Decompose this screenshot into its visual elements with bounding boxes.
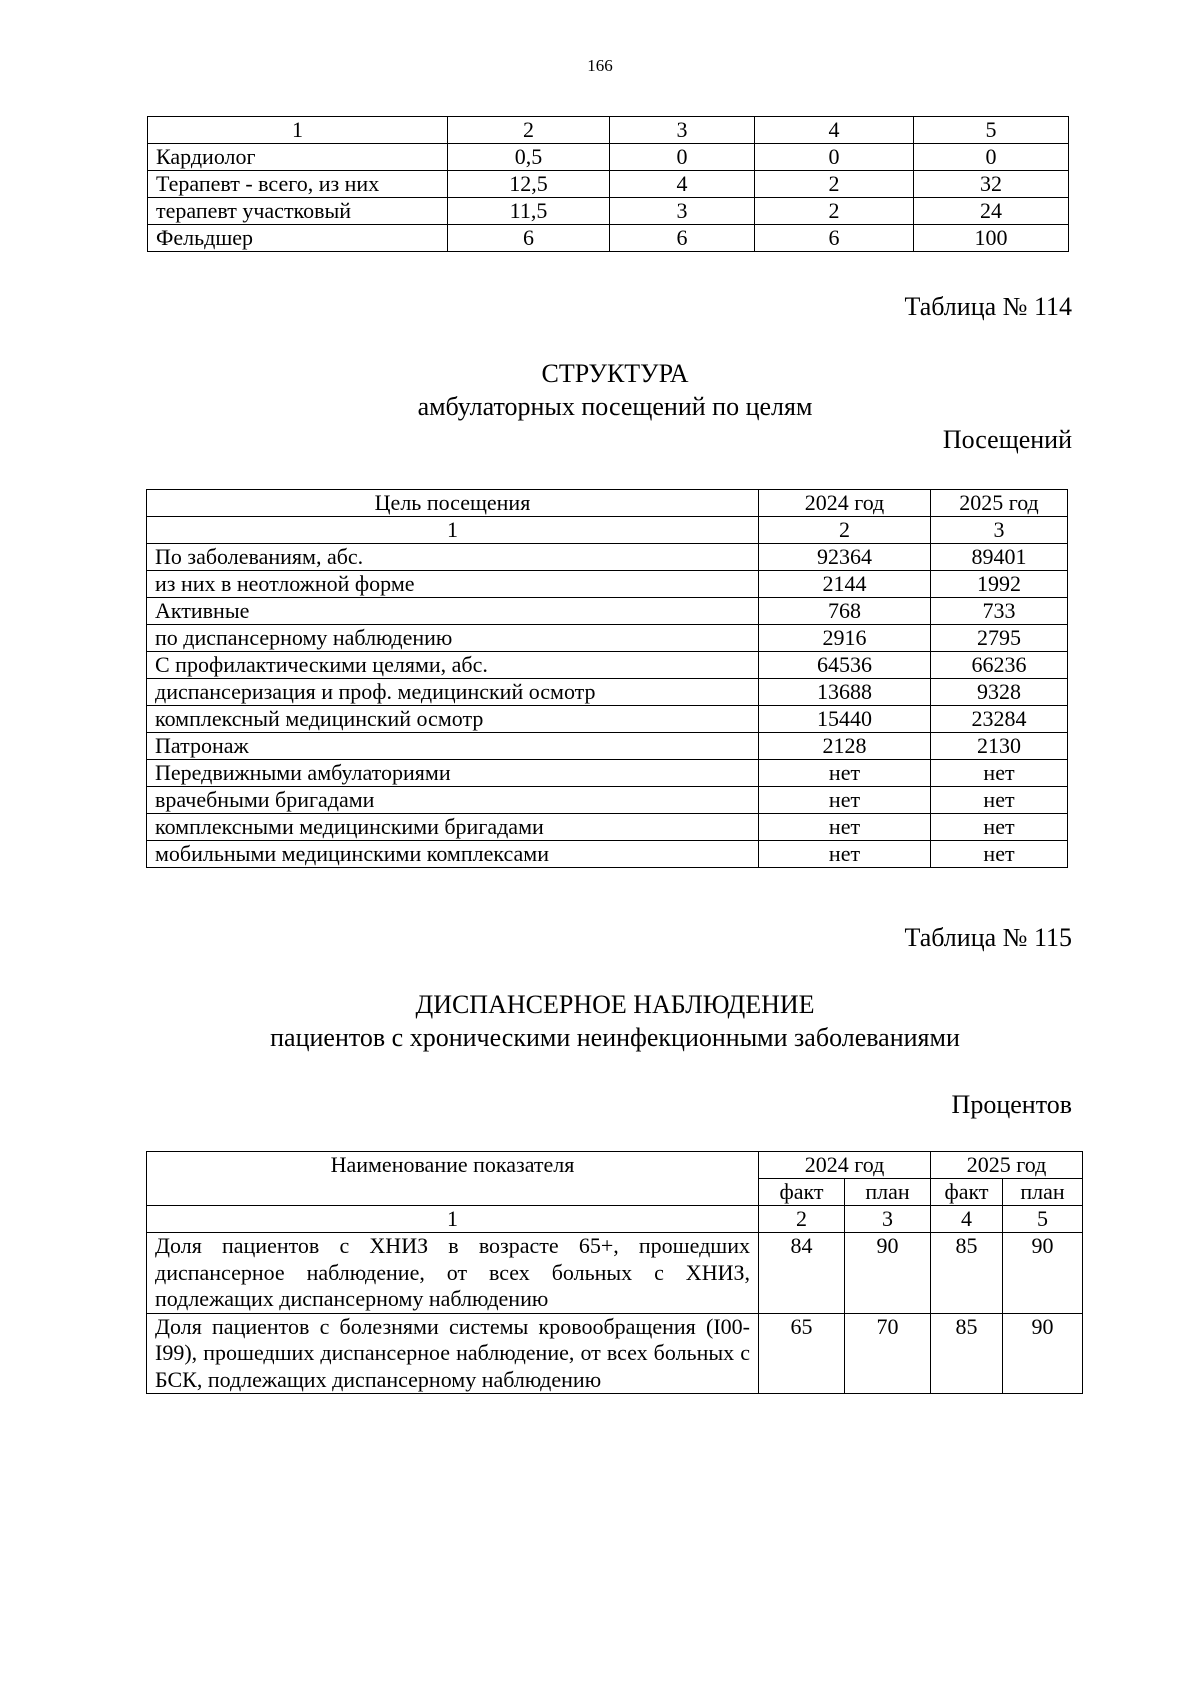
table-row: [147, 571, 1068, 598]
cell-value: 9328: [931, 679, 1068, 706]
table-title-114: СТРУКТУРА: [541, 359, 689, 388]
column-number: 1: [148, 117, 448, 144]
column-number-row: [147, 517, 1068, 544]
cell-value: нет: [759, 760, 931, 787]
cell-value: 2128: [759, 733, 931, 760]
cell-value: 65: [759, 1313, 845, 1394]
row-label: По заболеваниям, абс.: [147, 544, 759, 571]
table-row: [147, 1313, 1083, 1394]
cell-value: нет: [759, 814, 931, 841]
cell-value: 2144: [759, 571, 931, 598]
cell-value: 32: [914, 171, 1069, 198]
table-row: [147, 679, 1068, 706]
cell-value: 6: [610, 225, 755, 252]
column-number: 3: [845, 1206, 931, 1233]
table-subtitle-114: амбулаторных посещений по целям: [417, 392, 813, 421]
table-caption-114: Таблица № 114: [904, 292, 1072, 321]
column-number-row: [147, 1206, 1083, 1233]
table-caption-115: Таблица № 115: [904, 923, 1072, 952]
table-subtitle-115: пациентов с хроническими неинфекционными заболеваниями: [270, 1023, 960, 1052]
cell-value: нет: [931, 760, 1068, 787]
table-row: [147, 733, 1068, 760]
table-row: [147, 841, 1068, 868]
row-label: из них в неотложной форме: [147, 571, 759, 598]
cell-value: 70: [845, 1313, 931, 1394]
row-label: диспансеризация и проф. медицинский осмотр: [147, 679, 759, 706]
row-label: Кардиолог: [148, 144, 448, 171]
table-title-115: ДИСПАНСЕРНОЕ НАБЛЮДЕНИЕ: [415, 990, 815, 1019]
table-row: [147, 598, 1068, 625]
cell-value: 89401: [931, 544, 1068, 571]
row-label: Фельдшер: [148, 225, 448, 252]
visits-table: [146, 489, 1068, 868]
cell-value: 2: [755, 198, 914, 225]
cell-value: 66236: [931, 652, 1068, 679]
column-number: 5: [914, 117, 1069, 144]
cell-value: 64536: [759, 652, 931, 679]
cell-value: 2916: [759, 625, 931, 652]
row-label: Доля пациентов с ХНИЗ в возрасте 65+, прошедших диспансерное наблюдение, от всех больных с ХНИЗ, подлежащих диспансерному наблюдению: [147, 1233, 759, 1314]
table-row: [147, 652, 1068, 679]
column-number: 2: [448, 117, 610, 144]
column-header: 2024 год: [759, 1152, 931, 1179]
column-number: 4: [931, 1206, 1003, 1233]
column-number: 2: [759, 517, 931, 544]
cell-value: 768: [759, 598, 931, 625]
staff-table: [147, 116, 1069, 252]
row-label: мобильными медицинскими комплексами: [147, 841, 759, 868]
cell-value: 85: [931, 1233, 1003, 1314]
table-row: [147, 814, 1068, 841]
table-row: [148, 144, 1069, 171]
column-number: 2: [759, 1206, 845, 1233]
column-subheader: факт: [931, 1179, 1003, 1206]
column-header: 2025 год: [931, 1152, 1083, 1179]
row-label: С профилактическими целями, абс.: [147, 652, 759, 679]
table-header-row: [147, 1152, 1083, 1179]
column-number: 3: [610, 117, 755, 144]
column-number: 3: [931, 517, 1068, 544]
table-row: [147, 544, 1068, 571]
table-row: [148, 198, 1069, 225]
cell-value: нет: [931, 841, 1068, 868]
table-row: [147, 625, 1068, 652]
row-label: по диспансерному наблюдению: [147, 625, 759, 652]
cell-value: 85: [931, 1313, 1003, 1394]
cell-value: 3: [610, 198, 755, 225]
table-header-row: [147, 490, 1068, 517]
cell-value: 92364: [759, 544, 931, 571]
row-label: комплексными медицинскими бригадами: [147, 814, 759, 841]
cell-value: 15440: [759, 706, 931, 733]
cell-value: 0: [914, 144, 1069, 171]
cell-value: 2130: [931, 733, 1068, 760]
cell-value: 6: [755, 225, 914, 252]
cell-value: 4: [610, 171, 755, 198]
row-label: комплексный медицинский осмотр: [147, 706, 759, 733]
row-label: Активные: [147, 598, 759, 625]
cell-value: 2795: [931, 625, 1068, 652]
table-row: [147, 706, 1068, 733]
cell-value: 0,5: [448, 144, 610, 171]
column-number: 4: [755, 117, 914, 144]
unit-label-115: Процентов: [951, 1090, 1072, 1119]
dispensary-table: [146, 1151, 1083, 1394]
cell-value: 0: [610, 144, 755, 171]
cell-value: нет: [759, 841, 931, 868]
cell-value: 23284: [931, 706, 1068, 733]
cell-value: 24: [914, 198, 1069, 225]
cell-value: нет: [931, 787, 1068, 814]
cell-value: 90: [845, 1233, 931, 1314]
column-header: Цель посещения: [147, 490, 759, 517]
column-subheader: план: [1003, 1179, 1083, 1206]
row-label: врачебными бригадами: [147, 787, 759, 814]
row-label: терапевт участковый: [148, 198, 448, 225]
row-label: Передвижными амбулаториями: [147, 760, 759, 787]
cell-value: нет: [931, 814, 1068, 841]
column-number: 1: [147, 1206, 759, 1233]
table-row: [147, 1233, 1083, 1314]
table-row: [148, 225, 1069, 252]
unit-label-114: Посещений: [942, 425, 1072, 454]
cell-value: 0: [755, 144, 914, 171]
cell-value: 12,5: [448, 171, 610, 198]
page-number: 166: [587, 56, 613, 75]
cell-value: 90: [1003, 1313, 1083, 1394]
row-label: Терапевт - всего, из них: [148, 171, 448, 198]
cell-value: 13688: [759, 679, 931, 706]
row-label: Патронаж: [147, 733, 759, 760]
row-label: Доля пациентов с болезнями системы кровообращения (I00-I99), прошедших диспансерное наблюдение, от всех больных с БСК, подлежащих диспансерному наблюдению: [147, 1313, 759, 1394]
column-subheader: факт: [759, 1179, 845, 1206]
column-number: 5: [1003, 1206, 1083, 1233]
cell-value: 733: [931, 598, 1068, 625]
table-row: [148, 171, 1069, 198]
table-row: [147, 787, 1068, 814]
column-number: 1: [147, 517, 759, 544]
table-row: [147, 760, 1068, 787]
cell-value: 1992: [931, 571, 1068, 598]
column-subheader: план: [845, 1179, 931, 1206]
cell-value: нет: [759, 787, 931, 814]
cell-value: 6: [448, 225, 610, 252]
table-header-row: [148, 117, 1069, 144]
cell-value: 100: [914, 225, 1069, 252]
column-header: 2024 год: [759, 490, 931, 517]
cell-value: 84: [759, 1233, 845, 1314]
cell-value: 2: [755, 171, 914, 198]
cell-value: 11,5: [448, 198, 610, 225]
column-header: Наименование показателя: [147, 1152, 759, 1206]
cell-value: 90: [1003, 1233, 1083, 1314]
column-header: 2025 год: [931, 490, 1068, 517]
